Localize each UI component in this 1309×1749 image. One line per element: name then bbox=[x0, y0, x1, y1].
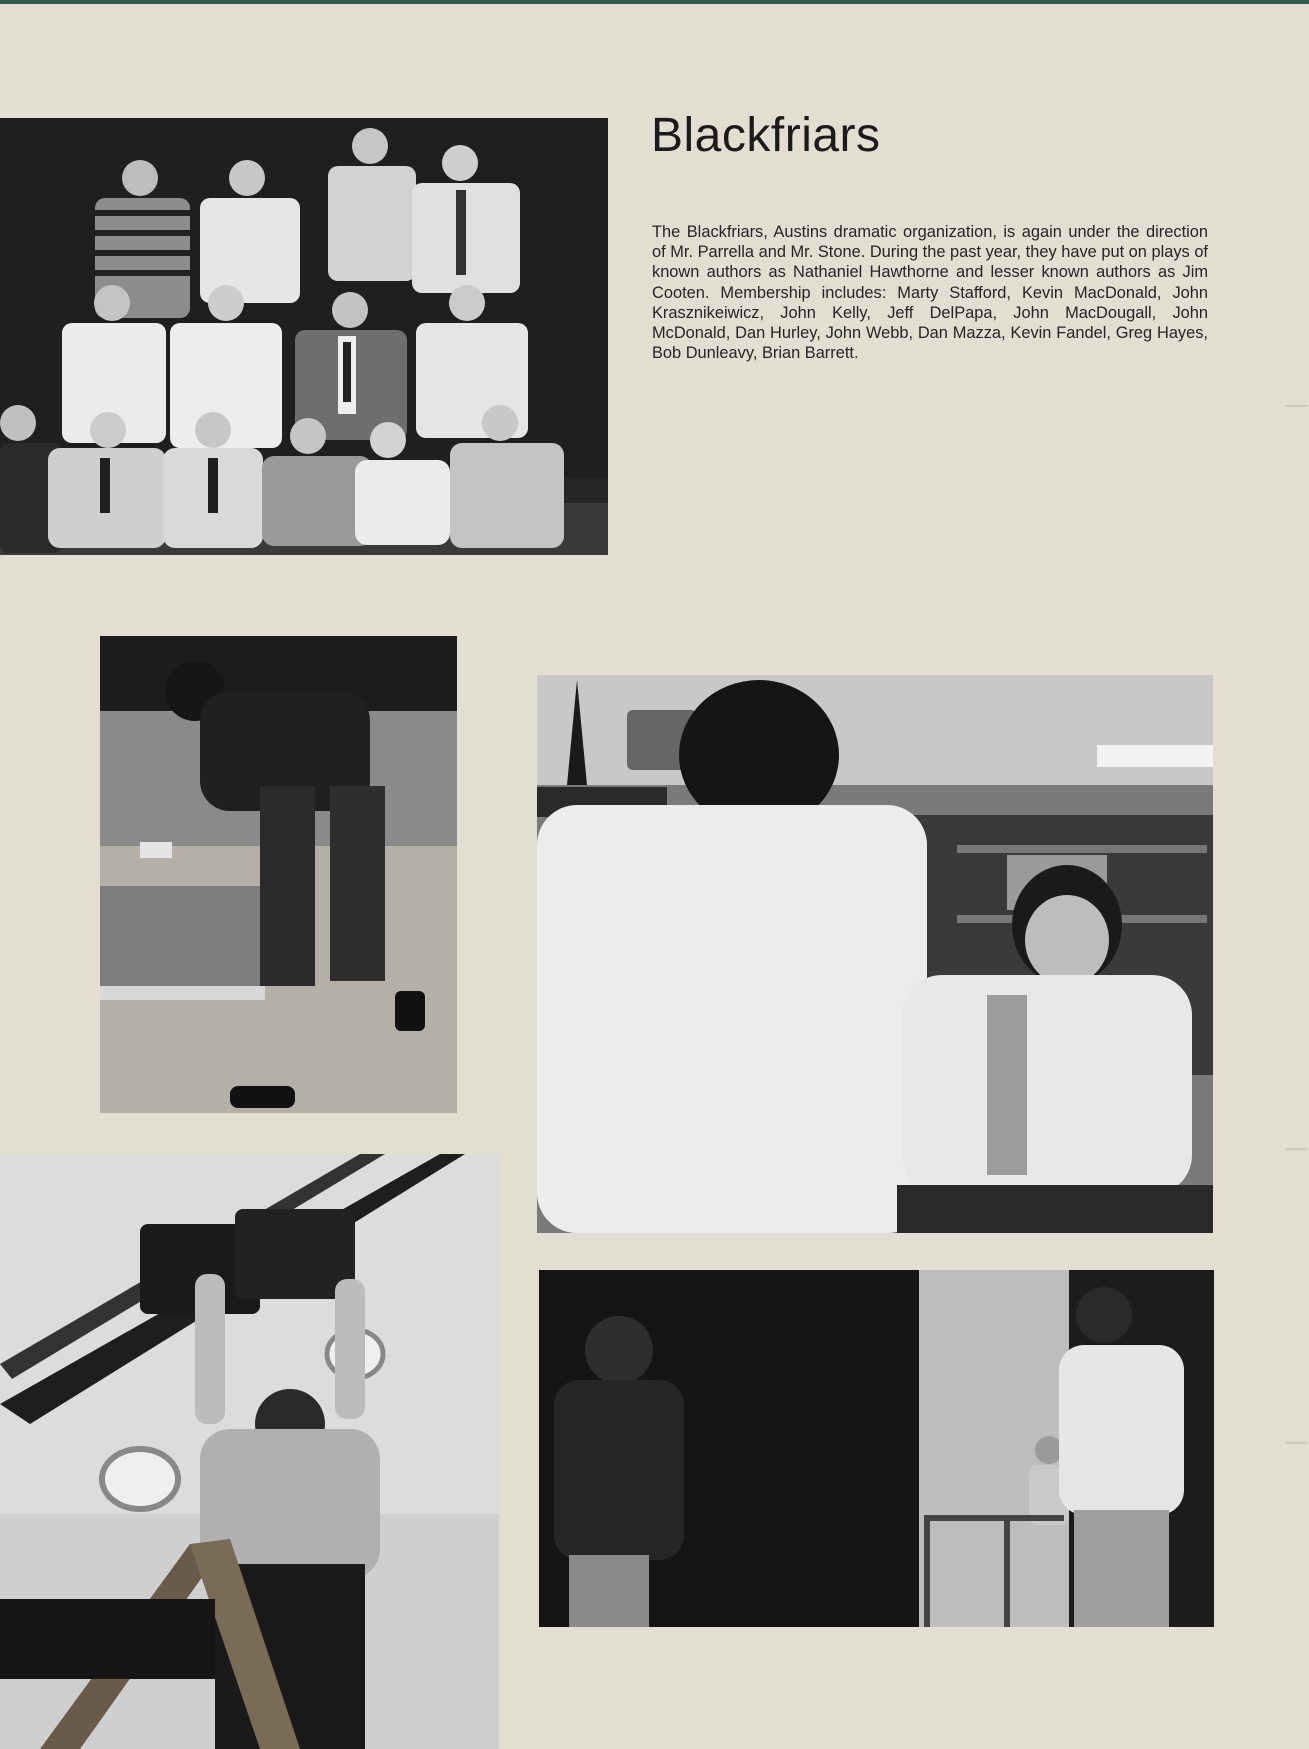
article-body: The Blackfriars, Austins dramatic organization, is again under the direction of Mr. Parrella and Mr. Stone. During the past year, they have put on plays of known authors as Nathaniel Hawthorne and lesser known authors as Jim Cooten. Membership includes: Marty Stafford, Kevin MacDonald, John Krasznikeiwicz, John Kelly, Jeff DelPapa, John MacDougall, John McDonald, Dan Hurley, John Webb, Dan Mazza, Kevin Fandel, Greg Hayes, Bob Dunleavy, Brian Barrett. bbox=[652, 223, 1208, 363]
edge-mark bbox=[1285, 405, 1307, 407]
edge-mark bbox=[1285, 1148, 1307, 1150]
stage-lights-photo bbox=[0, 1154, 499, 1749]
group-photo bbox=[0, 118, 616, 555]
stage-platform-photo bbox=[100, 636, 457, 1113]
stage-rehearsal-photo bbox=[539, 1270, 1214, 1627]
page-title: Blackfriars bbox=[651, 109, 881, 162]
edge-mark bbox=[1285, 1442, 1307, 1444]
desk-scene-photo bbox=[537, 675, 1213, 1233]
page-top-border bbox=[0, 0, 1309, 4]
